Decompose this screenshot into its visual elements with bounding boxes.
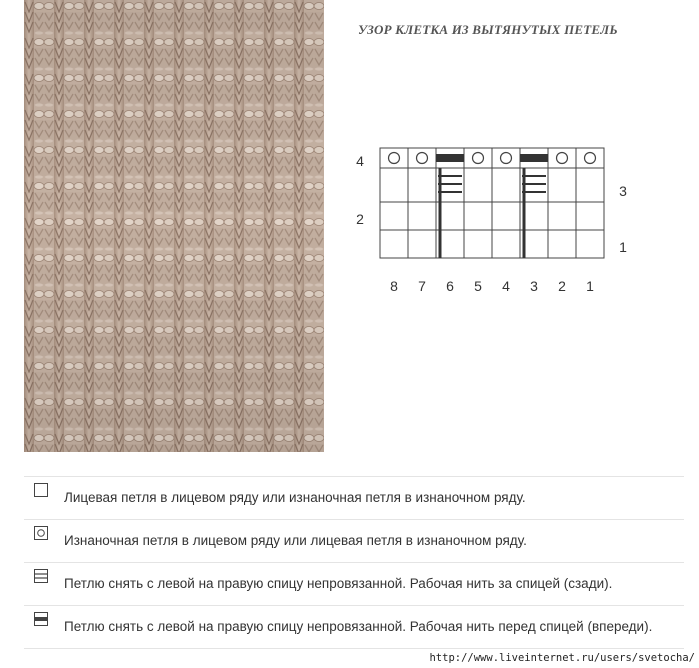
col-label-3: 3 (530, 278, 538, 294)
row-label-2: 2 (356, 211, 364, 227)
legend-text-knit: Лицевая петля в лицевом ряду или изнаночная петля в изнаночном ряду. (64, 490, 526, 505)
source-url: http://www.liveinternet.ru/users/svetocha/ (429, 652, 695, 664)
col-label-8: 8 (390, 278, 398, 294)
col-label-2: 2 (558, 278, 566, 294)
legend-row-knit (24, 477, 684, 520)
knitted-fabric-photo (24, 0, 324, 452)
chart-grid (380, 148, 604, 258)
stitch-chart (340, 140, 630, 310)
legend-text-purl: Изнаночная петля в лицевом ряду или лицевая петля в изнаночном ряду. (64, 533, 527, 548)
legend-text-slip-front: Петлю снять с левой на правую спицу непровязанной. Рабочая нить перед спицей (впереди). (64, 619, 653, 634)
row-label-4: 4 (356, 153, 364, 169)
slip-yarn-front-mark (436, 154, 464, 162)
col-label-4: 4 (502, 278, 510, 294)
slip-yarn-front-icon (34, 612, 48, 626)
col-label-7: 7 (418, 278, 426, 294)
legend-row-slip-front (24, 606, 684, 649)
symbol-legend (24, 476, 684, 649)
legend-row-slip-back (24, 563, 684, 606)
slip-yarn-back-icon (34, 569, 48, 583)
row-label-3: 3 (619, 183, 627, 199)
col-label-6: 6 (446, 278, 454, 294)
col-label-1: 1 (586, 278, 594, 294)
legend-text-slip-back: Петлю снять с левой на правую спицу непровязанной. Рабочая нить за спицей (сзади). (64, 576, 613, 591)
col-label-5: 5 (474, 278, 482, 294)
purl-stitch-icon (34, 526, 48, 540)
legend-row-purl (24, 520, 684, 563)
knit-stitch-icon (34, 483, 48, 497)
pattern-title: УЗОР КЛЕТКА ИЗ ВЫТЯНУТЫХ ПЕТЕЛЬ (358, 22, 618, 37)
slip-yarn-front-mark (520, 154, 548, 162)
row-label-1: 1 (619, 239, 627, 255)
